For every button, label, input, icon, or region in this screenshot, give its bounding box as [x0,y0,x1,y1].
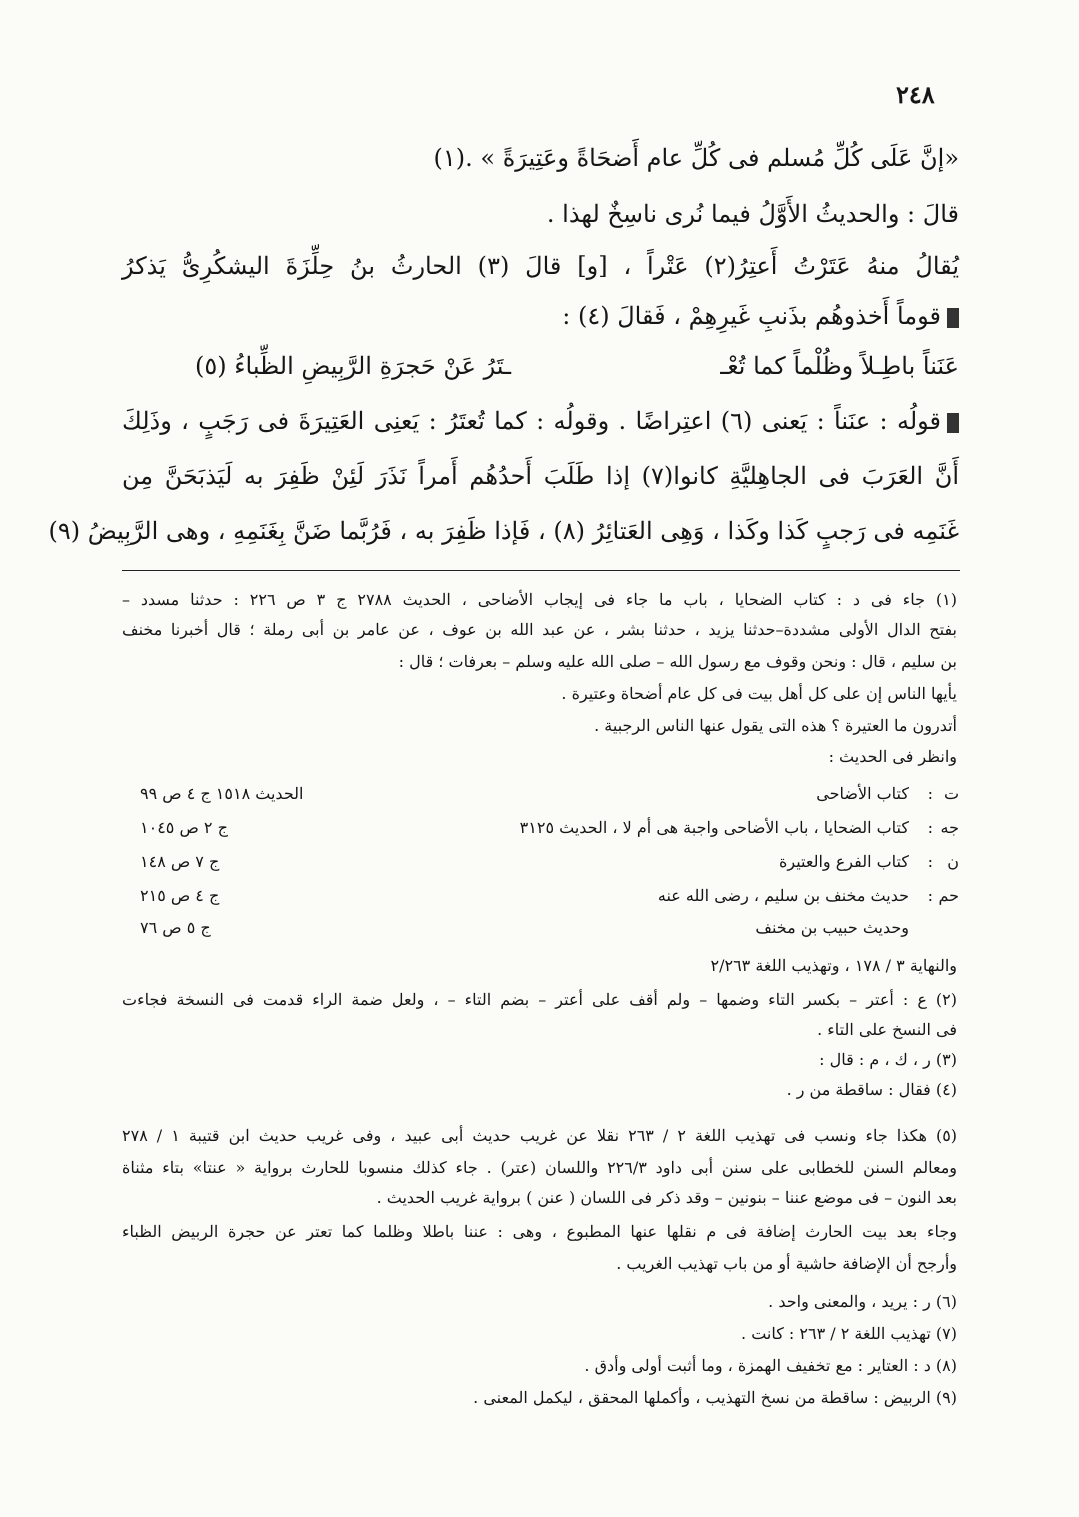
reference-title: كتاب الفرع والعتيرة [779,852,909,871]
reference-title: كتاب الضحايا ، باب الأضاحى واجبة هى أم لا ، الحديث ٣١٢٥ [519,818,909,837]
margin-marker-icon [947,308,959,328]
reference-location: ج ٧ ص ١٤٨ [140,852,220,871]
reference-row [120,886,959,912]
footnote-8: (٨) د : العتاير : مع تخفيف الهمزة ، وما أثبت أولى وأدق . [584,1356,957,1375]
footnote-1-line-6: وانظر فى الحديث : [828,747,957,766]
footnote-9: (٩) الربيض : ساقطة من نسخ التهذيب ، وأكملها المحقق ، ليكمل المعنى . [473,1388,957,1407]
reference-row [120,784,959,810]
footnote-5-line-2: ومعالم السنن للخطابى على سنن أبى داود ٢٢٦/٣ واللسان (عتر) . جاء كذلك منسوبا للحارث برواية « عنتا» بتاء مثناة [122,1158,958,1177]
reference-location: ج ٥ ص ٧٦ [140,918,211,937]
reference-row [120,852,959,878]
footnote-1-line-4: يأيها الناس إن على كل أهل بيت فى كل عام أضحاة وعتيرة . [561,684,957,703]
footnote-6: (٦) ر : يريد ، والمعنى واحد . [768,1292,957,1311]
footnote-2-line-2: فى النسخ على التاء . [817,1020,957,1039]
footnote-7: (٧) تهذيب اللغة ٢ / ٢٦٣ : كانت . [741,1324,957,1343]
footnote-3: (٣) ر ، ك ، م : قال : [819,1050,957,1069]
reference-source: جه [940,818,959,837]
reference-title: حديث مخنف بن سليم ، رضى الله عنه [657,886,909,905]
body-line-2: قالَ : والحديثُ الأَوَّلُ فيما نُرى ناسِخٌ لهذا . [546,200,959,228]
reference-title: كتاب الأضاحى [816,784,909,803]
poem-hemistich-right: عَنَناً باطِـلاً وظُلْماً كما تُعْـ [720,352,959,380]
footnote-1-line-3: بن سليم ، قال : ونحن وقوف مع رسول الله – صلى الله عليه وسلم – بعرفات ؛ قال : [398,652,957,671]
footnote-1-line-2: بفتح الدال الأولى مشددة–حدثنا يزيد ، حدثنا بشر ، عن عبد الله بن عوف ، عن عامر بن أبى رملة ؛ قال أخبرنا مخنف [122,620,957,639]
body-line-4 [562,300,959,332]
footnote-2-line-1: (٢) ع : أعتر – بكسر التاء وضمها – ولم أقف على أعتر – بضم التاء – ، ولعل ضمة الراء قدمت فى النسخة فجاءت [122,990,957,1009]
footnote-5-line-3: بعد النون – فى موضع عننا – بنونين – وقد ذكر فى اللسان ( عنن ) برواية غريب الحديث . [376,1188,957,1207]
footnote-5-line-5: وأرجح أن الإضافة حاشية أو من باب تهذيب الغريب . [616,1254,957,1273]
reference-separator: : [927,784,933,803]
footnote-divider [122,570,960,571]
reference-location: ج ٢ ص ١٠٤٥ [140,818,228,837]
body-line-6 [122,405,959,437]
footnote-5-line-1: (٥) هكذا جاء ونسب فى تهذيب اللغة ٢ / ٢٦٣ نقلا عن غريب حديث أبى عبيد ، وفى غريب حديث ابن قتيبة ١ / ٢٧٨ [122,1126,958,1145]
body-line-6-text: قولُه : عنَناً : يَعنى (٦) اعتِراضًا . وقولُه : كما تُعتَرُ : يَعنِى العَتِيرَةَ فى رَجَبٍ ، وذَلِكَ [122,407,941,435]
poem-verse [195,350,959,382]
margin-marker-icon [947,413,959,433]
reference-separator: : [927,818,933,837]
footnote-1-line-1: (١) جاء فى د : كتاب الضحايا ، باب ما جاء فى إيجاب الأضاحى ، الحديث ٢٧٨٨ ج ٣ ص ٢٢٦ : حدثنا مسدد – [122,590,958,609]
reference-row [120,818,959,844]
footnote-1-line-12: والنهاية ٣ / ١٧٨ ، وتهذيب اللغة ٢/٢٦٣ [710,956,957,975]
reference-location: ج ٤ ص ٢١٥ [140,886,220,905]
body-line-3: يُقالُ منهُ عَتَرْتُ أَعتِرُ(٢) عَتْراً ، [و] قالَ (٣) الحارثُ بنُ حِلِّزَةَ اليشكُرِىُّ يَذكرُ [122,252,959,280]
footnote-1-line-5: أتدرون ما العتيرة ؟ هذه التى يقول عنها الناس الرجبية . [594,716,957,735]
reference-separator: : [927,852,933,871]
body-line-1: «إنَّ عَلَى كُلِّ مُسلم فى كُلِّ عام أَضحَاةً وعَتِيرَةً » .(١) [433,144,959,172]
footnote-4: (٤) فقال : ساقطة من ر . [786,1080,957,1099]
body-line-7: أَنَّ العَرَبَ فى الجاهِليَّةِ كانوا(٧) إذا طَلَبَ أَحدُهُم أَمراً نَذَرَ لَئِنْ ظَفِرَ به لَيَذبَحَنَّ مِن [122,462,959,490]
reference-separator: : [927,886,933,905]
footnote-5-line-4: وجاء بعد بيت الحارث إضافة فى م نقلها عنها المطبوع ، وهى : عننا باطلا وظلما كما تعتر عن حجرة الربيض الظباء [122,1222,957,1241]
poem-hemistich-left: ـتَرُ عَنْ حَجرَةِ الرَّبِيضِ الظِّباءُ (٥) [195,352,512,380]
reference-source: ت [943,784,959,803]
reference-source: حم [938,886,959,905]
body-line-4-text: قوماً أَخذوهُم بذَنبِ غَيرِهِمْ ، فَقالَ (٤) : [562,302,941,330]
reference-row [120,918,959,944]
page-number: ٢٤٨ [896,80,935,109]
reference-source: ن [947,852,959,871]
reference-title: وحديث حبيب بن مخنف [755,918,909,937]
body-line-8: غَنَمِه فى رَجبٍ كَذا وكَذا ، وَهِى العَتائِرُ (٨) ، فَإذا ظَفِرَ به ، فَرُبَّما ضَنَّ بِغَنَمِهِ ، وهى الرَّبِيضُ (٩) [48,517,959,545]
reference-location: الحديث ١٥١٨ ج ٤ ص ٩٩ [140,784,304,803]
